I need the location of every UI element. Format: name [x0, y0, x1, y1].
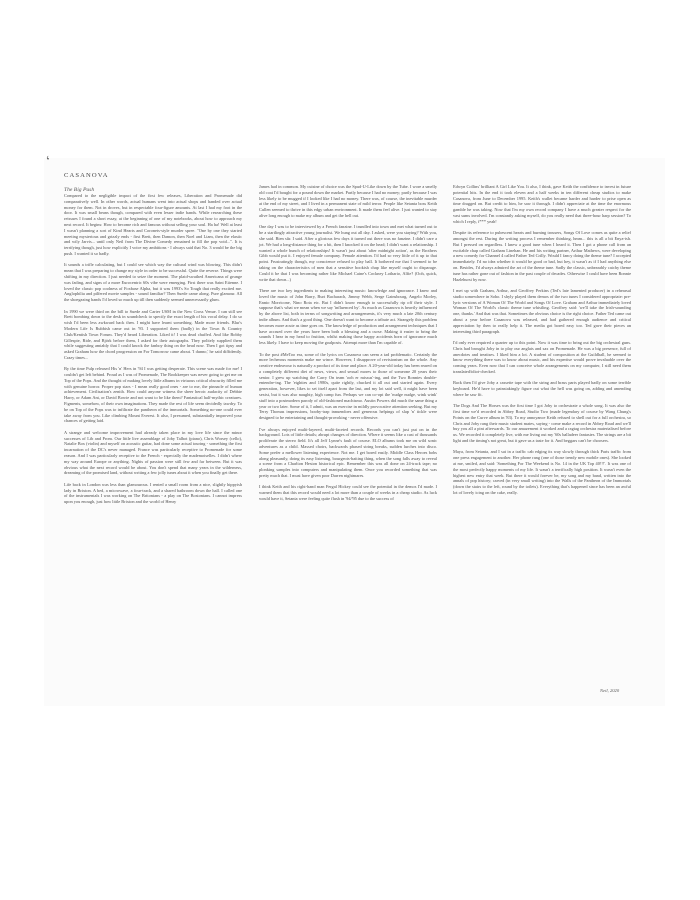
essay-subtitle: The Big Push [64, 187, 95, 193]
paragraph: Life back in London was less than glamourous. I rented a small room from a nice, slightly hippyish lady in Brixton. A bed, a microwave, a four-track, and a shared bathroom down the hall. I called one of the instrumentals I was working on The Britonians - a play on The Bostonians. I cannot impress upon you enough, just how little Brixton and the world of Henry [64, 481, 242, 505]
paragraph: It sounds a trifle calculating, but I could see which way the cultural wind was blowing. This didn't mean that I was preparing to change my style in order to be successful. Quite the reverse. Things were shifting in my direction. I just needed to seize the moment. The plaid-swathed Americana of grunge was fading, and signs of a more Eurocentric 60s vibe were emerging. First there was Saint Etienne. I loved the classic pop coolness of Foxbase Alpha, but it was 1993's So Tough that really excited me. Anglophilia and pilfered movie samples - sound familiar? Then Suede came along. Pure glamour. All the shoegazing bands I'd loved so much up till then suddenly seemed unnecessarily glum. [64, 262, 242, 303]
paragraph: Edwyn Collins' brilliant A Girl Like You. It also, I think, gave Keith the confidence to invest in future potential hits. In the end it took eleven and a half weeks in ten different cheap studios to make Casanova, from June to December 1995. Keith's wallet became harder and harder to prise open as time dragged on. But credit to him, he saw it through. I didn't appreciate at the time the enormous gamble he was taking. Now that I'm my own record company I have a much greater respect for the vast sums involved. I'm constantly asking myself, do you really need that three-hour harp session? To which I reply, f*** yeah! [453, 184, 631, 224]
paragraph: I've always enjoyed multi-layered, multi-faceted records. Records you can't just put on in the background. Lots of little details; abrupt changes of direction. Where it seems like a cast of thousands proliferate the stereo field. It's all Jeff Lynne's fault of course. ELO albums took me on wild sonic adventures as a child. Massed choirs, backwards phased string breaks, sudden lurches into disco. Some prefer a mellower listening experience. Not me. I get bored easily. Middle Class Heroes bobs along pleasantly, doing its easy listening, bourgeois-baiting thing, when the song falls away to reveal a scene from a Charlton Heston historical epic. Remember this was all done on 24-track tape; no plonking samples into computers and manipulating them. Once you recorded something that was pretty much that. I must have given poor Darren nightmares. [259, 426, 437, 479]
paragraph: Despite its reference to pubescent hearts and burning trousers, Songs Of Love comes as quite a relief amongst the rest. During the writing process I remember thinking, hmm... this is all a bit Enya-ish. But I pressed on regardless. I knew a good tune when I heard it. Then I got a phone call from an excitable chap called Graham Linehan. He and his writing partner, Arthur Mathews, were developing a new comedy for Channel 4 called Father Ted Crilly. Would I fancy doing the theme tune? I accepted immediately. I'd no idea whether it would be good or bad, but hey, it wasn't as if I had anything else on. Besides, I'd always admired the art of the theme tune. Sadly the classic, unbearably catchy theme tune has rather gone out of fashion in the past couple of decades. Otherwise I could have been Ronnie Hazlehurst by now. [453, 230, 631, 282]
header [64, 172, 284, 193]
paragraph: I think Keith and his right-hand man Fergal Hickey could see the potential in the demos I'd made. I warned them that this record would need a lot more than a couple of weeks in a cheap studio. As luck would have it, Setanta were feeling quite flush in '94/'95 due to the success of [259, 484, 437, 502]
artist-title: CASANOVA [64, 172, 109, 179]
text-column-2 [259, 184, 437, 507]
page-corner-mark: ʻ [44, 153, 54, 170]
paragraph: One day I was to be interviewed by a French fanzine. I trundled into town and met what turned out to be a startlingly attractive young journalist. We hung out all day. I asked, were you staying? With you, she said. Bien sûr. I said. After a glorious few days it turned out there was no fanzine. I didn't care a jot. We had a long-distance thing for a bit, then I knocked it on the head; I didn't want a relationship. I wanted a whole bunch of relationships! It wasn't just about 'after midnight action', as the Brothers Gibb would put it. I enjoyed female company. Female attention. I'd had so very little of it up to that point. Frustratingly though, my conscience refused to play ball. It bothered me that I seemed to be taking on the characteristics of men that a sensitive bookish chap like myself ought to disparage. Could it be that I was becoming rather like Michael Caine's Cockney Lothario, Alfie? (Ooh, quick, write that down...) [259, 224, 437, 282]
paragraph: Back then I'd give Joby a cassette tape with the string and brass parts played badly on some terrible keyboard. He'd have to painstakingly figure out what the hell was going on, adding and amending where he saw fit. [453, 380, 631, 397]
paragraph: A strange and welcome improvement had already taken place in my love life since the minor successes of Lib and Prom. Our little live assemblage of Joby Talbot (piano), Chris Worsey (cello), Natalie Box (violin) and myself on acoustic guitar, had done some actual touring - something the first incarnation of the DC's never managed. France was particularly receptive to Promenade for some reason. And I was particularly receptive to the French - especially the mademoiselles. I didn't where my way around Europe or anything. Nights of passion were still few and far between. But it was obvious what the next record would be about. You don't spend that many years in the wilderness, dreaming of the promised land, without writing a few jolly tunes about it when you finally get there. [64, 429, 242, 476]
paragraph: There are two key ingredients to making interesting music: knowledge and ignorance. I knew and loved the music of John Barry, Burt Bacharach, Jimmy Webb, Serge Gainsbourg, Angelo Morley, Ennio Morricone, Nino Rota etc. But I didn't know enough to successfully rip off their style. I suppose that's what we mean when we say 'influenced by'. As much as Casanova is heavily influenced by the above list, both in terms of songwriting and arrangements, it's very much a late 20th century indie album. And that's a good thing. One doesn't want to become a tribute act. Strangely this problem becomes more acute as time goes on. The knowledge of production and arrangement techniques that I have accrued over the years have been both a blessing and a curse. Making it easier to bring the sounds I hear in my head to fruition, whilst making those happy accidents born of ignorance much less likely. I have to keep moving the goalposts. Attempt more than I'm capable of. [259, 287, 437, 346]
paragraph: James had in common. My cuisine of choice was the Spud-U-Like down by the Tube. I wore a smelly old coat I'd bought for a pound down the market. Partly because I had no money; partly because I was less likely to be mugged if I looked like I had no money. There was, of course, the inevitable murder at the end of my street, and I lived in a permanent state of mild terror. People like Setanta boss Keith Cullen seemed to thrive in this edgy urban environment. It made them feel alive. I just wanted to stay alive long enough to make my album and get the hell out. [259, 184, 437, 218]
text-column-3 [453, 184, 631, 501]
paragraph: In 1990 we were third on the bill to Suede and Carter USM in the New Cross Venue. I can still see Brett bombing down to the desk in soundcheck to specify the exact length of his vocal delay. I do so wish I'd been less awkward back then. I might have learnt something. Made more friends. Blur's Modern Life Is Rubbish came out in '93. I supported them (badly) in the Town & Country Club/Kentish Town Forum. They'd heard Liberation. Liked it! I was dead chuffed. And like Bobby Gillespie, Ride, and Björk before them, I asked for their autographs. They politely supplied them while suggesting amiably that I could knock the fanboy thing on the head now. Then I got tipsy and asked Graham how the chord progression on For Tomorrow came about. 'I dunno,' he said diffidently. Crazy times... [64, 308, 242, 360]
paragraph: By the time Pulp released His 'n' Hers in '94 I was getting desperate. This scene was made for me! I couldn't get left behind. Proud as I was of Promenade, The Bookkeeper was never going to get me on Top of the Pops. And the thought of making lovely little albums in virtuous critical obscurity filled me with genuine horror. Proper pop stars - I mean really good ones - are to me, the pinnacle of human achievement. Civilisation's zenith. How could anyone witness the sheer heroic audacity of Debbie Harry, or Adam Ant, or David Bowie and not want to be like them? Fantastical half-mythic creatures. Figments, somehow, of their own imaginations. They made the rest of life seem decidedly tawdry. To be on Top of the Pops was to infiltrate the pantheon of the immortals. Something no-one could ever take away from you. Like climbing Mount Everest. It also, I presumed, substantially improved your chances of getting laid. [64, 366, 242, 424]
paragraph: The Dogs And The Horses was the first time I got Joby to orchestrate a whole song. It was also the first time we'd recorded in Abbey Road, Studio Two (made legendary of course by Wang Chung's Points on the Curve album in '83). To my annoyance Keith refused to shell out for a full orchestra, so Chris and Joby rang their music student mates, saying - come make a record in Abbey Road and we'll buy you all a pint afterwards. To our amazement it worked and a ragtag orchestra materialised before us. We recorded it completely live, with me living out my '60s balladeer fantasies. The strings are a bit light and the timing's not great, but it gave us a taste for it. And beggars can't be choosers. [453, 403, 631, 444]
text-column-1 [64, 193, 242, 511]
signature: Neil, 2020 [600, 688, 620, 693]
paragraph: I'd only ever required a quarter up to this point. Now it was time to bring out the big orchestral guns. Chris had brought Joby in to play our anglais and sax on Promenade. He was a big presence, full of anecdotes and treatises. I liked him a lot. A student of composition at the Guildhall, he seemed to know everything there was to know about music, and his expertise would prove invaluable over the coming years. Even now that I can conceive whole arrangements on my computer, I still need them translated/idiot-checked. [453, 339, 631, 374]
paragraph: Compared to the negligible impact of the first few releases, Liberation and Promenade did comparatively well. In other words, actual humans went into actual shops and handed over actual money for them. Not in droves, but in respectable four-figure amounts. At last I had my foot in the door. It was small beans though, compared with even lesser indie bands. While researching these reissues I found a short essay, at the beginning of one of my notebooks, about how to approach my next record. It begins: How to become rich and famous without selling your soul. Ha ha! Well at least I wasn't planning a sort of Kind Hearts and Coronets-style murder spree. "One by one they started meeting mysterious and grizzly ends - first Brett, then Damon, then Noel and Liam, then the elastic and wily Jarvis... until only Neil from The Divine Comedy remained to fill the pop void...". It is terrifying though, just how explicitly I voice my ambitions - I always said that No. 3 would be the big push. I wanted it so badly. [64, 193, 242, 256]
paragraph: Maya, from Setanta, and I sat in a traffic cab edging its way slowly through thick Paris traffic from one press engagement to another. Her phone rang (one of those trendy new mobile ones). She looked at me, smiled, and said: 'Something For The Weekend is No. 14 in the UK Top 40!!!'. It was one of the most perfectly happy moments of my life. It wasn't a terrifically high position. It wasn't even the highest new entry that week. But there it would forever be, my song and my band, written into the annals of pop history; carved (in very small writing) into the Walls of the Pantheon of the Immortals (down the stairs to the left, round by the toilets). Everything that's happened since has been an awful lot of lovely icing on the cake, really. [453, 449, 631, 496]
paragraph: I met up with Graham, Arthur, and Geoffrey Perkins (Ted's late lamented producer) in a rehearsal studio somewhere in Soho. I shyly played them demos of the two tunes I considered appropriate: pre-lyric versions of A Woman Of The World and Songs Of Love. Graham and Arthur immediately loved Woman Of The World's classic theme tune whistling. Geoffrey said: 'we'll take the Irish-sounding one, thanks.' And that was that. Sometimes the obvious choice is the right choice. Father Ted came out about a year before Casanova was released, and had gathered enough audience and critical appreciation by then to really help it. The media got bored easy too. Ted gave their pieces an interesting third paragraph. [453, 287, 631, 334]
paragraph: To the post #MeToo era, some of the lyrics on Casanova can seem a tad problematic. Certainly the more lecherous moments make me wince. However, I disapprove of revisionism on the whole. Any creative endeavour is naturally a product of its time and place. A 20-year-old today has been reared on a completely different diet of news, views, and sexual mores to those of someone 20 years their senior. I grew up watching the Carry On team 'ooh er missus'-ing, and the Two Ronnies double-entendre-ing. The 'eighties and 1980s, quite rightly, chucked it all out and started again. Every generation, however, likes to set itself apart from the last, and my lot said well, it might have been sexist, but it was also naughty, high camp fun. Perhaps we can co-opt the 'nudge nudge, wink wink' stuff into a postmodern parody of old-fashioned machismo. Austin Powers did much the same thing a year or two later. Some of it, I admit, was an exercise in mildly provocative attention seeking. But my Terry Thomas impressions, booby-trap innuendoes and generous helpings of slap 'n' tickle were designed to be entertaining and thought-provoking - never offensive. [259, 351, 437, 421]
